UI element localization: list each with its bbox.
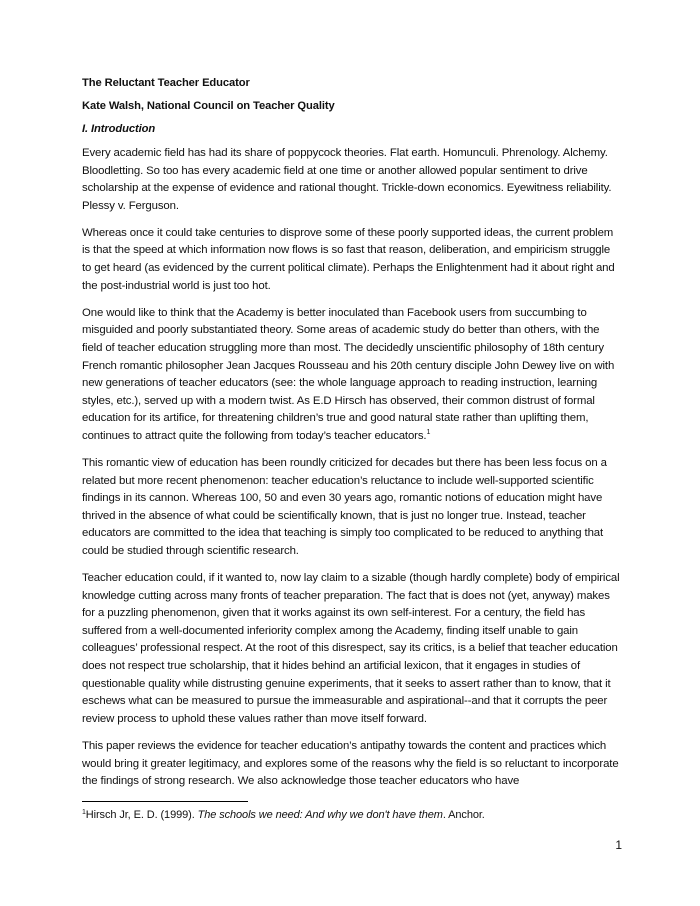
- paragraph-6: This paper reviews the evidence for teacher education’s antipathy towards the content and practices which would bring it greater legitimacy, and explores some of the reasons why the field is so reluctant to incorporate the findings of strong research. We also acknowledge those teacher educators who have: [82, 739, 619, 788]
- author-line: Kate Walsh, National Council on Teacher Quality: [82, 100, 335, 112]
- footnote-publisher: . Anchor.: [442, 809, 485, 821]
- document-title: The Reluctant Teacher Educator: [82, 77, 250, 89]
- footnote: [82, 808, 622, 822]
- page-number: 1: [615, 838, 622, 852]
- paragraph-3-text: One would like to think that the Academy is better inoculated than Facebook users from succumbing to misguided and poorly substantiated theory. Some areas of academic study do better than others, with the field of teacher education struggling more than most. The decidedly unscientific philosophy of 18th century French romantic philosopher Jean Jacques Rousseau and his 20th century disciple John Dewey live on with new generations of teacher educators (see: the whole language approach to reading instruction, learning styles, etc.), served up with a modern twist. As E.D Hirsch has observed, their common distrust of formal education for its artifice, for threatening children’s true and good natural state rather than uplifting them, continues to attract quite the following from today’s teacher educators.: [82, 306, 615, 442]
- paragraph-5: Teacher education could, if it wanted to, now lay claim to a sizable (though hardly complete) body of empirical knowledge cutting across many fronts of teacher preparation. The fact that is does not (yet, anyway) makes for a puzzling phenomenon, given that it works against its own self-interest. For a century, the field has suffered from a well-documented inferiority complex among the Academy, finding itself unable to gain colleagues’ professional respect. At the root of this disrespect, say its critics, is a belief that teacher education does not respect true scholarship, that it hides behind an artificial lexicon, that it engages in studies of questionable quality while distrusting genuine experiments, that it seeks to assert rather than to know, that it eschews what can be measured to pursue the immeasurable and aspirational--and that it corrupts the peer review process to uphold these values rather than move itself forward.: [82, 572, 620, 725]
- section-heading: I. Introduction: [82, 123, 156, 135]
- footnote-citation: Hirsch Jr, E. D. (1999).: [85, 809, 198, 821]
- footnote-separator: [82, 801, 248, 802]
- footnote-book-title: The schools we need: And why we don't have them: [197, 809, 443, 821]
- footnote-marker: 1: [82, 809, 86, 816]
- paragraph-2: Whereas once it could take centuries to disprove some of these poorly supported ideas, the current problem is that the speed at which information now flows is so fast that reason, deliberation, and empiricism struggle to get heard (as evidenced by the current political climate). Perhaps the Enlightenment had it about right and the post-industrial world is just too hot.: [82, 226, 615, 292]
- footnote-reference[interactable]: 1: [426, 428, 431, 436]
- paragraph-1: Every academic field has had its share of poppycock theories. Flat earth. Homunculi. Phrenology. Alchemy. Bloodletting. So too has every academic field at one time or another allowed popular sentiment to drive scholarship at the expense of evidence and rational thought. Trickle-down economics. Eyewitness reliability. Plessy v. Ferguson.: [82, 147, 612, 212]
- paragraph-4: This romantic view of education has been roundly criticized for decades but there has been less focus on a related but more recent phenomenon: teacher education’s reluctance to include well-supported scientific findings in its cannon. Whereas 100, 50 and even 30 years ago, romantic notions of education might have thrived in the absence of what could be scientifically known, that is just no longer true. Instead, teacher educators are committed to the idea that teaching is simply too complicated to be reduced to anything that could be studied through scientific research.: [82, 457, 607, 557]
- document-body: [82, 76, 622, 800]
- paragraph-3: [82, 305, 622, 446]
